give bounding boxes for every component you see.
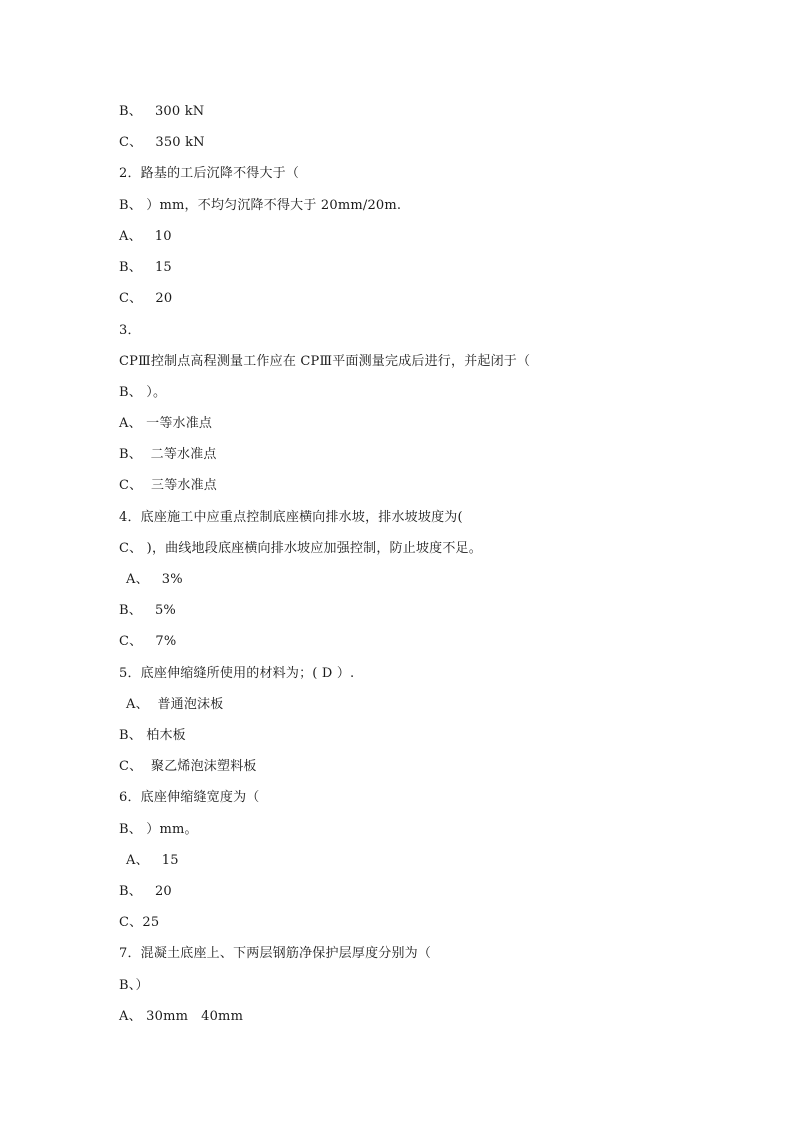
q4-option-c: C、 7%	[119, 634, 177, 649]
q3-option-b: B、 二等水准点	[119, 447, 217, 462]
q6-option-b: B、 20	[119, 884, 172, 899]
q2-option-a: A、 10	[119, 229, 172, 244]
question-2-answer: B、 ）mm，不均匀沉降不得大于 20mm/20m.	[119, 198, 402, 213]
question-3-text: CPⅢ控制点高程测量工作应在 CPⅢ平面测量完成后进行，并起闭于（	[119, 354, 531, 369]
question-7-text: 7．混凝土底座上、下两层钢筋净保护层厚度分别为（	[119, 946, 432, 961]
question-5-text: 5．底座伸缩缝所使用的材料为；( D ）.	[119, 666, 355, 681]
q7-option-a: A、 30mm 40mm	[119, 1009, 244, 1024]
question-3-answer: B、 ）。	[119, 385, 167, 400]
q2-option-c: C、 20	[119, 291, 173, 306]
question-2-text: 2．路基的工后沉降不得大于（	[119, 166, 300, 181]
question-4-text: 4．底座施工中应重点控制底座横向排水坡，排水坡坡度为(	[119, 510, 463, 525]
question-6-text: 6．底座伸缩缝宽度为（	[119, 790, 260, 805]
q5-option-a: A、 普通泡沫板	[126, 697, 224, 712]
option-b-300kn: B、 300 kN	[119, 104, 205, 119]
q6-option-a: A、 15	[126, 853, 179, 868]
question-4-answer: C、 )，曲线地段底座横向排水坡应加强控制，防止坡度不足。	[119, 541, 482, 556]
q3-option-c: C、 三等水准点	[119, 478, 218, 493]
q2-option-b: B、 15	[119, 260, 172, 275]
q4-option-b: B、 5%	[119, 603, 176, 618]
q3-option-a: A、 一等水准点	[119, 416, 213, 431]
question-3-number: 3．	[119, 323, 141, 338]
q5-option-c: C、 聚乙烯泡沫塑料板	[119, 759, 257, 774]
q6-option-c: C、25	[119, 915, 160, 930]
option-c-350kn: C、 350 kN	[119, 135, 205, 150]
q4-option-a: A、 3%	[126, 572, 183, 587]
q5-option-b: B、 柏木板	[119, 728, 186, 743]
question-6-answer: B、 ）mm。	[119, 822, 198, 837]
question-7-answer: B、）	[119, 978, 149, 993]
